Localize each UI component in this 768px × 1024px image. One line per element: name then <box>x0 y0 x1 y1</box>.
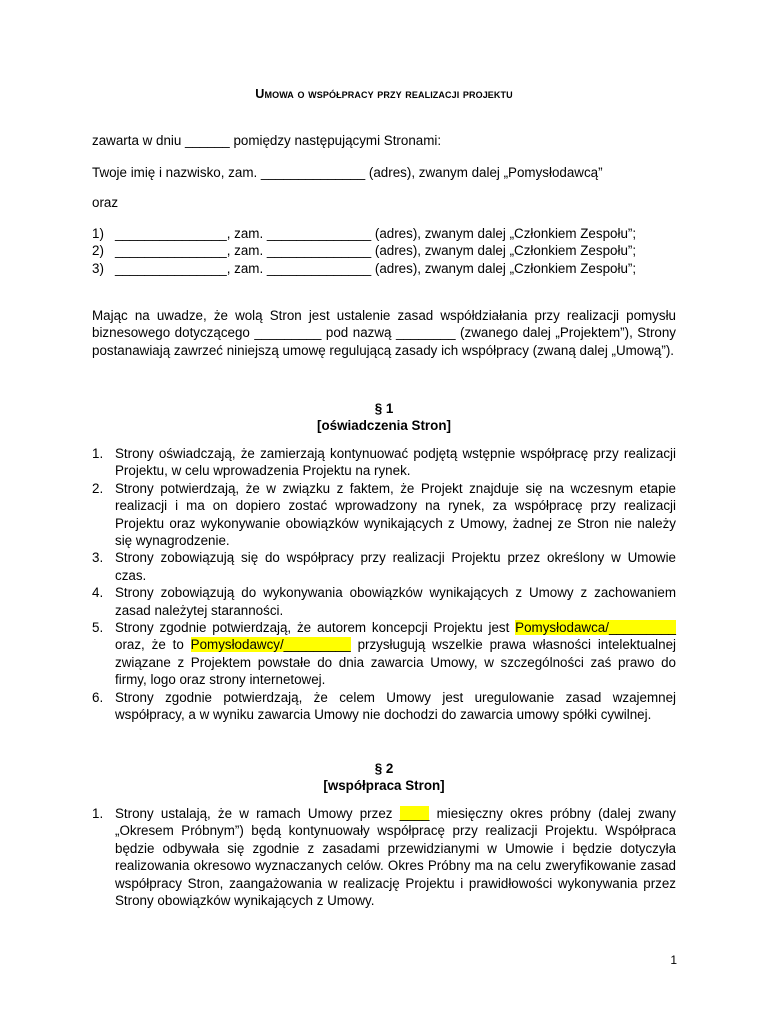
item-number: 1. <box>92 446 104 461</box>
highlighted-placeholder: ____ <box>399 806 430 821</box>
list-item <box>92 584 676 619</box>
section-2-items <box>92 805 676 909</box>
item-number: 3. <box>92 550 104 566</box>
team-members-list <box>92 225 676 277</box>
list-item <box>92 805 676 909</box>
list-item <box>92 619 676 689</box>
list-item <box>92 480 676 550</box>
item-text: Strony zgodnie potwierdzają, że celem Umowy jest uregulowanie zasad wzajemnej współpracy, a w wyniku zawarcia Umowy nie dochodzi do zawarcia umowy spółki cywilnej. <box>115 689 676 723</box>
section-2-heading <box>92 760 676 795</box>
main-party-line: Twoje imię i nazwisko, zam. ______________ (adres), zwanym dalej „Pomysłodawcą” <box>92 165 603 180</box>
item-number: 4. <box>92 585 104 601</box>
list-number: 2) <box>92 243 104 259</box>
item-text-part: miesięczny okres próbny (dalej zwany „Okresem Próbnym”) będą kontynuowały współpracę przy realizacji Projektu. Współpraca będzie odbywała się zgodnie z zasadami przewidzianymi w Umowie i będzie dotyczyła realizowania okresowo wyznaczanych celów. Okres Próbny ma na celu zweryfikowanie zasad współpracy Stron, zaangażowania w realizację Projektu i prawidłowości wykonywania przez Strony obowiązków wynikających z Umowy. <box>115 806 676 909</box>
and-word: oraz <box>92 195 119 210</box>
section-title: [współpraca Stron] <box>323 778 445 794</box>
list-text: _______________, zam. ______________ (adres), zwanym dalej „Członkiem Zespołu”; <box>115 226 637 241</box>
section-1-items <box>92 445 676 724</box>
item-number: 6. <box>92 689 104 705</box>
team-member-item <box>92 242 676 259</box>
item-text: Strony zobowiązują do wykonywania obowiązków wynikających z Umowy z zachowaniem zasad należytej staranności. <box>115 585 676 618</box>
section-number: § 1 <box>374 401 394 416</box>
team-member-item <box>92 260 676 277</box>
item-text-part: oraz, że to <box>115 637 184 653</box>
item-text: Strony oświadczają, że zamierzają kontynuować podjętą wstępnie współpracę przy realizacji Projektu, w celu wprowadzenia Projektu na rynek. <box>115 446 676 479</box>
list-text: _______________, zam. ______________ (adres), zwanym dalej „Członkiem Zespołu”; <box>115 243 637 259</box>
item-text-part: Strony ustalają, że w ramach Umowy przez <box>115 806 393 821</box>
item-text-part: Strony zgodnie potwierdzają, że autorem koncepcji Projektu jest <box>115 620 510 636</box>
list-number: 1) <box>92 226 104 241</box>
item-number: 2. <box>92 480 104 496</box>
list-item <box>92 445 676 480</box>
item-number: 5. <box>92 620 104 636</box>
list-number: 3) <box>92 260 104 276</box>
item-text <box>115 619 676 689</box>
item-text: Strony potwierdzają, że w związku z faktem, że Projekt znajduje się na wczesnym etapie realizacji i ma on dopiero zostać wprowadzony na rynek, za współpracę przy realizacji Projektu oraz wykonywanie obowiązków wynikających z Umowy, żadnej ze Stron nie należy się wynagrodzenie. <box>115 480 676 549</box>
item-number: 1. <box>92 806 104 821</box>
item-text-part: przysługują wszelkie prawa własności intelektualnej związane z Projektem powstałe do dnia zawarcia Umowy, w szczególności zaś prawo do firmy, logo oraz strony internetowej. <box>115 637 676 688</box>
document-title: Umowa o współpracy przy realizacji projektu <box>255 87 513 101</box>
item-text: Strony zobowiązują się do współpracy przy realizacji Projektu przez określony w Umowie czas. <box>115 550 676 583</box>
highlighted-placeholder: Pomysłodawca/_________ <box>515 620 676 636</box>
intro-date-line: zawarta w dniu ______ pomiędzy następującymi Stronami: <box>92 133 442 148</box>
list-item <box>92 549 676 584</box>
preamble-paragraph: Mając na uwadze, że wolą Stron jest ustalenie zasad współdziałania przy realizacji pomysłu biznesowego dotyczącego _________ pod nazwą ________ (zwanego dalej „Projektem”), Strony postanawiają zawrzeć niniejszą umowę regulującą zasady ich współpracy (zwaną dalej „Umową”). <box>92 308 676 358</box>
team-member-item <box>92 225 676 242</box>
item-text <box>115 805 676 909</box>
section-title: [oświadczenia Stron] <box>317 418 451 434</box>
document-page <box>92 0 676 1024</box>
page-number: 1 <box>670 953 677 967</box>
highlighted-placeholder: Pomysłodawcy/_________ <box>190 637 351 653</box>
list-item <box>92 689 676 724</box>
section-number: § 2 <box>374 761 394 776</box>
list-text: _______________, zam. ______________ (adres), zwanym dalej „Członkiem Zespołu”; <box>115 260 637 276</box>
section-1-heading <box>92 400 676 435</box>
